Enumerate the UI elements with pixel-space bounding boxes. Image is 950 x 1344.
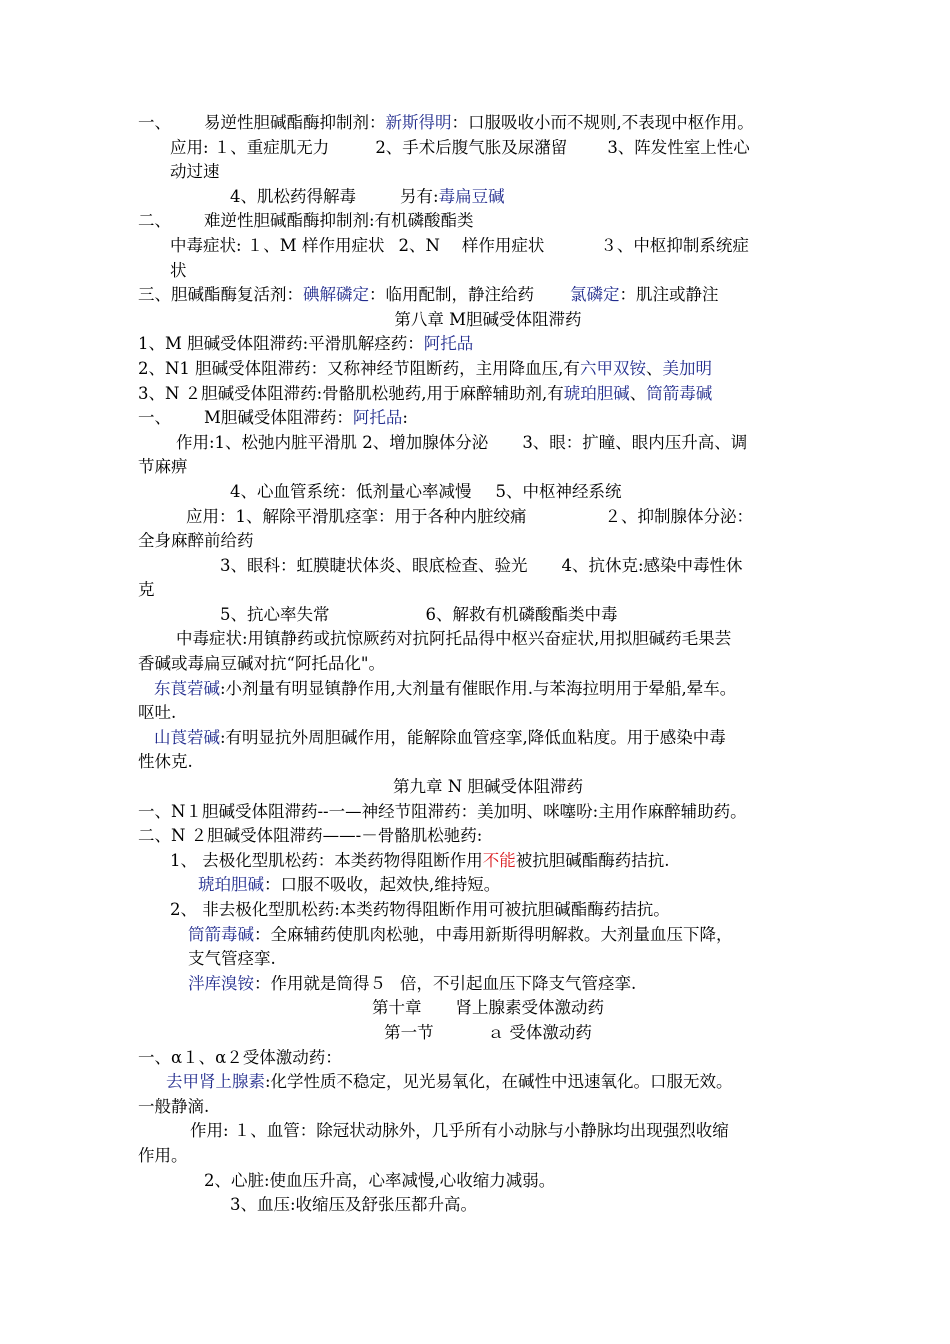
paragraph-line: 中毒症状:用镇静药或抗惊厥药对抗阿托品得中枢兴奋症状,用拟胆碱药毛果芸 [176,629,732,649]
drug-name: 东莨菪碱 [154,678,220,698]
text: :有明显抗外周胆碱作用，能解除血管痉挛,降低血粘度。用于感染中毒 [220,727,726,747]
text: ：作用就是筒得５ [254,973,386,993]
section-heading-m-blockers [138,406,838,431]
paragraph-line [138,972,838,997]
text: 难逆性胆碱酯酶抑制剂:有机磷酸酯类 [204,211,474,231]
text: 6、解救有机磷酸酯类中毒 [425,604,618,624]
chapter-title: 第九章 N 胆碱受体阻滞药 [393,777,583,797]
drug-name: 筒箭毒碱 [188,924,254,944]
drug-name: 琥珀胆碱 [198,875,264,895]
section-heading-reversible [138,111,838,136]
paragraph-line: 作用: １、血管：除冠状动脉外，几乎所有小动脉与小静脉均出现强烈收缩 [190,1121,729,1141]
text: 2、手术后腹气胀及尿潴留 [375,137,568,157]
text: 第十章 [372,998,422,1018]
paragraph-line: 一般静滴. [138,1096,210,1116]
emphasis-text: 不能 [482,850,516,870]
paragraph-line: 二、N ２胆碱受体阻滞药——-－骨骼肌松驰药: [138,826,483,846]
paragraph-line [138,332,838,357]
drug-name: 阿托品 [423,334,474,354]
paragraph-line: 状 [170,260,187,280]
paragraph-line [138,357,838,382]
paragraph-line: 香碱或毒扁豆碱对抗“阿托品化"。 [138,654,386,674]
paragraph-line [138,873,838,898]
paragraph-line: 2、 非去极化型肌松药:本类药物得阻断作用可被抗胆碱酯酶药拮抗。 [170,900,670,919]
drug-name: 阿托品 [352,408,403,428]
paragraph-line [138,603,838,628]
text: 1、M 胆碱受体阻滞药:平滑肌解痉药： [138,334,424,354]
text: 中毒症状: １、M 样作用症状 [170,235,385,255]
chapter-title [138,996,838,1021]
text: 易逆性胆碱酯酶抑制剂： [204,113,386,132]
text: ３、中枢抑制系统症 [600,235,749,255]
numeral: 一、 [138,113,171,132]
text: ：临用配制，静注给药 [369,285,534,305]
text: ２、抑制腺体分泌： [604,506,753,526]
drug-name: 氯磷定 [570,285,620,305]
paragraph-line [138,849,838,874]
drug-name: 山莨菪碱 [154,727,220,747]
drug-name: 去甲肾上腺素 [166,1072,265,1092]
paragraph-line [138,1070,838,1095]
paragraph-line [138,185,838,210]
section-title [138,1021,838,1046]
numeral: 二、 [138,211,171,231]
text: 4、肌松药得解毒 [230,186,356,206]
chapter-title: 第八章 M胆碱受体阻滞药 [394,309,582,329]
text: 4、心血管系统：低剂量心率减慢 [230,481,472,501]
paragraph-line: 一、N１胆碱受体阻滞药--一—神经节阻滞药：美加明、咪噻吩:主用作麻醉辅助药。 [138,801,747,821]
paragraph-line: 2、心脏:使血压升高，心率减慢,心收缩力减弱。 [204,1170,556,1190]
document-body [138,111,838,1218]
paragraph-line: 全身麻醉前给药 [138,531,254,551]
text: 三、胆碱酯酶复活剂： [138,285,303,305]
paragraph-line: 呕吐. [138,703,177,723]
paragraph-line: 支气管痉挛. [188,949,276,969]
text: 、 [629,383,647,403]
text: 倍，不引起血压下降支气管痉挛. [400,973,637,993]
text: 作用:1、松弛内脏平滑肌 2、增加腺体分泌 [176,432,489,452]
text: 3、阵发性室上性心 [607,137,750,157]
paragraph-line [138,505,838,530]
drug-name: 筒箭毒碱 [646,383,713,403]
section-heading-reactivators [138,283,838,308]
numeral: 一、 [138,408,171,428]
paragraph-line: 性休克. [138,752,193,772]
paragraph-line [138,923,838,948]
text: 3、N ２胆碱受体阻滞药:骨骼肌松驰药,用于麻醉辅助剂,有 [138,383,564,403]
paragraph-line [138,382,838,407]
drug-name: 碘解磷定 [303,285,369,305]
drug-name: 毒扁豆碱 [438,186,505,206]
paragraph-line: 动过速 [170,162,220,182]
text: :小剂量有明显镇静作用,大剂量有催眠作用.与苯海拉明用于晕船,晕车。 [220,678,737,698]
text: 5、抗心率失常 [220,604,330,624]
text: ：口服吸收小而不规则,不表现中枢作用。 [451,113,754,132]
drug-name: 泮库溴铵 [188,973,254,993]
text: 3、眼科：虹膜睫状体炎、眼底检查、验光 [220,555,528,575]
drug-name: 琥珀胆碱 [563,383,630,403]
text: 2、N1 胆碱受体阻滞药：又称神经节阻断药，主用降血压,有 [138,358,580,378]
text: 第一节 [384,1022,434,1042]
text: :化学性质不稳定，见光易氧化，在碱性中迅速氧化。口服无效。 [265,1072,733,1092]
text: 2、N [398,235,440,255]
drug-name: 六甲双铵 [579,358,646,378]
text: 肾上腺素受体激动药 [455,998,604,1018]
text: : [402,408,408,428]
paragraph-line [138,136,838,161]
paragraph-line: 一、α１、α２受体激动药： [138,1047,342,1067]
text: ：口服不吸收，起效快,维持短。 [264,875,501,895]
paragraph-line: 作用。 [138,1145,188,1165]
text: 1、 去极化型肌松药：本类药物得阻断作用 [170,850,483,870]
section-heading-irreversible [138,209,838,234]
text: 4、抗休克:感染中毒性休 [561,555,743,575]
paragraph-line: 3、血压:收缩压及舒张压都升高。 [230,1195,478,1215]
text: 样作用症状 [461,235,545,255]
paragraph-line: 节麻痹 [138,457,188,477]
text: 应用：1、解除平滑肌痉挛：用于各种内脏绞痛 [186,506,527,526]
paragraph-line [138,677,838,702]
text: 被抗胆碱酯酶药拮抗. [515,850,670,870]
text: 、 [645,358,663,378]
text: 另有: [400,186,439,206]
paragraph-line: 克 [138,580,155,600]
text: 3、眼：扩瞳、眼内压升高、调 [522,432,748,452]
text: 5、中枢神经系统 [495,481,622,501]
paragraph-line [138,431,838,456]
text: 应用: １、重症肌无力 [170,137,330,157]
text: M胆碱受体阻滞药： [204,408,353,428]
paragraph-line [138,480,838,505]
text: ａ 受体激动药 [487,1022,592,1042]
drug-name: 美加明 [662,358,712,378]
text: ：肌注或静注 [619,285,719,305]
paragraph-line [138,554,838,579]
paragraph-line [138,726,838,751]
text: ：全麻辅药使肌肉松驰，中毒用新斯得明解救。大剂量血压下降， [254,924,733,944]
drug-name: 新斯得明 [385,113,452,132]
paragraph-line [138,234,838,259]
